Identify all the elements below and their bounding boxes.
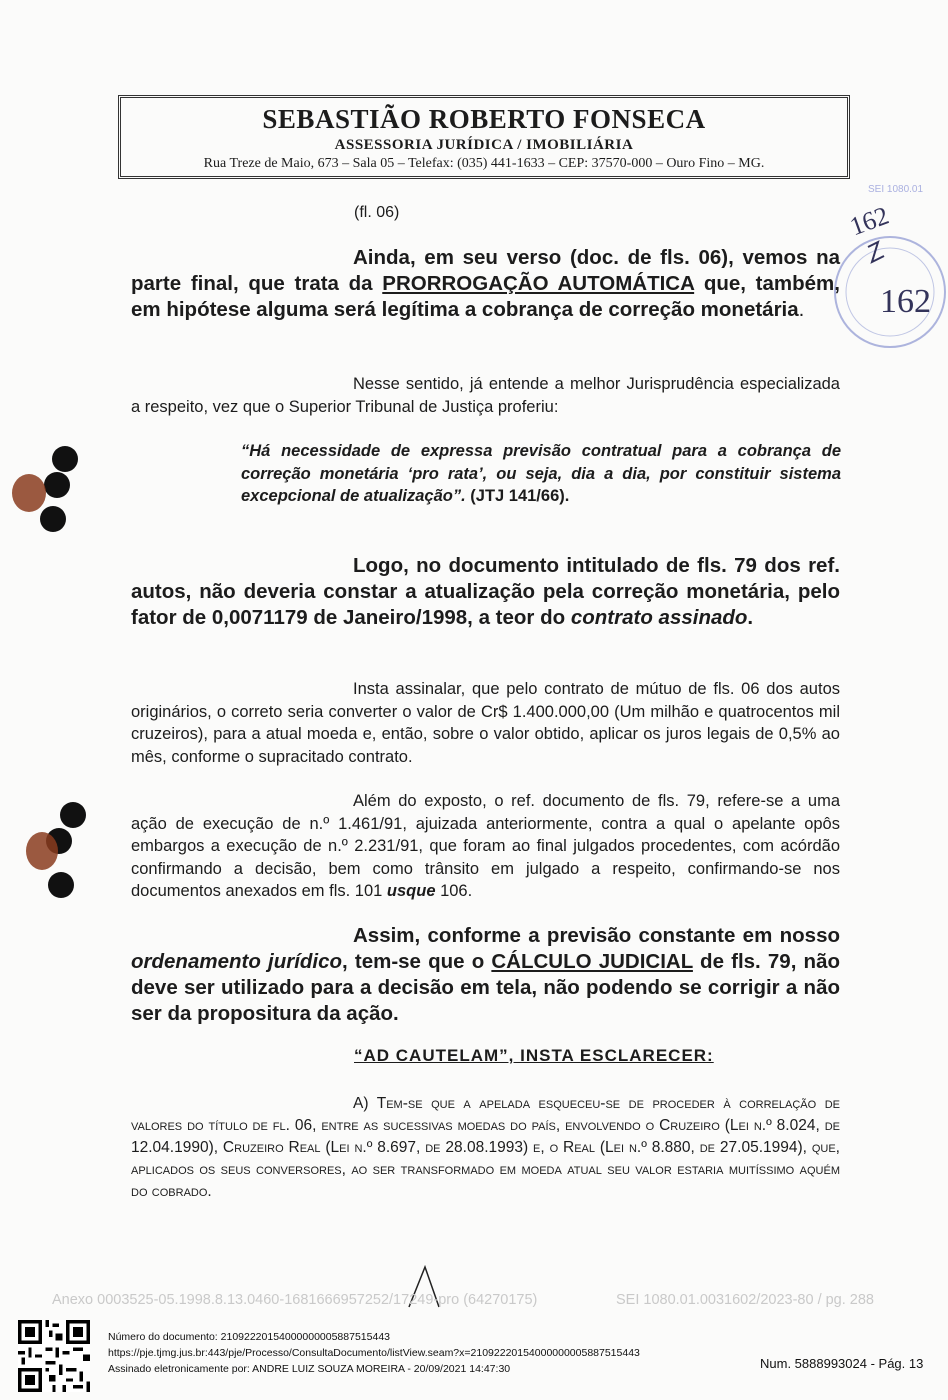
paragraph-5 bbox=[131, 790, 840, 903]
stain-1 bbox=[12, 474, 46, 512]
quote-citation: (JTJ 141/66). bbox=[465, 487, 570, 505]
punch-hole-1 bbox=[52, 446, 78, 472]
punch-hole-4 bbox=[60, 802, 86, 828]
ad-cautelam-heading: “AD CAUTELAM”, INSTA ESCLARECER: bbox=[354, 1046, 714, 1065]
p3-contrato: contrato assinado bbox=[570, 606, 748, 629]
quote-text: “Há necessidade de expressa previsão contratual para a cobrança de correção monetária ‘pro rata’, ou seja, dia a dia, por constituir sistema excepcional de atualização”. bbox=[241, 442, 841, 505]
p1-text-d: . bbox=[798, 298, 805, 321]
footer-url[interactable]: https://pje.tjmg.jus.br:443/pje/Processo/ConsultaDocumento/listView.seam?x=21092220154000000005887515443 bbox=[108, 1347, 640, 1359]
p6-ordenamento: ordenamento jurídico bbox=[131, 950, 343, 973]
jurisprudence-quote bbox=[241, 440, 841, 508]
letterhead-name: SEBASTIÃO ROBERTO FONSECA bbox=[262, 104, 706, 134]
letterhead-subtitle: ASSESSORIA JURÍDICA / IMOBILIÁRIA bbox=[334, 137, 634, 153]
p1-prorrogacao: PRORROGAÇÃO AUTOMÁTICA bbox=[382, 272, 695, 295]
punch-hole-6 bbox=[48, 872, 74, 898]
p6-text-e: de fls. 79, não deve ser utilizado para a decisão em tela, não podendo se corrigir a não ser da propositura da ação. bbox=[131, 950, 840, 1025]
p6-text-c: , tem-se que o bbox=[342, 950, 492, 973]
handwritten-number-2: 162 bbox=[880, 283, 931, 320]
p6-text-a: Assim, conforme a previsão constante em nosso bbox=[353, 924, 840, 947]
footer-anexo: Anexo 0003525-05.1998.8.13.0460-1681666957252/17249-pro (64270175) bbox=[52, 1292, 538, 1308]
letterhead-address: Rua Treze de Maio, 673 – Sala 05 – Telefax: (035) 441-1633 – CEP: 37570-000 – Ouro Fino – MG. bbox=[203, 156, 765, 171]
footer-document-number: Número do documento: 21092220154000000005887515443 bbox=[108, 1331, 390, 1343]
stain-2 bbox=[26, 832, 58, 870]
p3-text-c: . bbox=[747, 606, 754, 629]
p1-text-a: Ainda, em seu verso (doc. de fls. 06), vemos na parte final, que trata da bbox=[131, 246, 840, 295]
p3-text-a: Logo, no documento intitulado de fls. 79 dos ref. autos, não deveria constar a atualização pela correção monetária, pelo fator de 0,0071179 de Janeiro/1998, a teor do bbox=[131, 554, 840, 629]
punch-hole-2 bbox=[44, 472, 70, 498]
paragraph-2 bbox=[131, 373, 840, 418]
letterhead bbox=[118, 95, 850, 179]
court-stamp bbox=[828, 172, 948, 362]
paragraph-3 bbox=[131, 553, 840, 631]
p5-text-c: 106. bbox=[435, 882, 473, 900]
footer-sei: SEI 1080.01.0031602/2023-80 / pg. 288 bbox=[616, 1292, 874, 1308]
footer-page-number: Num. 5888993024 - Pág. 13 bbox=[760, 1356, 924, 1371]
paragraph-4 bbox=[131, 678, 840, 768]
stamp-text: SEI 1080.01 bbox=[868, 184, 924, 195]
footer-signed-by: Assinado eletronicamente por: ANDRE LUIZ SOUZA MOREIRA - 20/09/2021 14:47:30 bbox=[108, 1363, 511, 1375]
p1-text-c: que, também, em hipótese alguma será legítima a cobrança de correção monetária bbox=[131, 272, 840, 321]
punch-hole-3 bbox=[40, 506, 66, 532]
p5-usque: usque bbox=[386, 882, 436, 900]
paragraph-6 bbox=[131, 923, 840, 1027]
p6-calculo: CÁLCULO JUDICIAL bbox=[491, 950, 693, 973]
p2-text: Nesse sentido, já entende a melhor Jurisprudência especializada a respeito, vez que o Superior Tribunal de Justiça proferiu: bbox=[131, 375, 840, 416]
page-reference: (fl. 06) bbox=[354, 204, 400, 221]
handwritten-number-1: 162 bbox=[845, 200, 893, 242]
paragraph-7 bbox=[131, 1093, 840, 1203]
p4-text: Insta assinalar, que pelo contrato de mútuo de fls. 06 dos autos originários, o correto seria converter o valor de Cr$ 1.400.000,00 (Um milhão e quatrocentos mil cruzeiros), para a atual moeda e, então, sobre o valor obtido, aplicar os juros legais de 0,5% ao mês, conforme o supracitado contrato. bbox=[131, 680, 840, 766]
p7-text: A) Tem-se que a apelada esqueceu-se de proceder à correlação de valores do título de fl. 06, entre as sucessivas moedas do país, envolvendo o Cruzeiro (Lei n.º 8.024, de 12.04.1990), Cruzeiro Real (Lei n.º 8.697, de 28.08.1993) e, o Real (Lei n.º 8.880, de 27.05.1994), que, aplicados os seus conversores, ao ser transformado em moeda atual seu valor estaria muitíssimo aquém do cobrado. bbox=[131, 1095, 840, 1200]
qr-code bbox=[18, 1320, 90, 1392]
paragraph-1 bbox=[131, 245, 840, 323]
p5-text-a: Além do exposto, o ref. documento de fls. 79, refere-se a uma ação de execução de n.º 1.461/91, ajuizada anteriormente, contra a qual o apelante opôs embargos a execução de n.º 2.231/91, que foram ao final julgados procedentes, com acórdão confirmando a decisão, bem como trânsito em julgado a respeito, confirmando-se nos documentos anexados em fls. 101 bbox=[131, 792, 840, 900]
